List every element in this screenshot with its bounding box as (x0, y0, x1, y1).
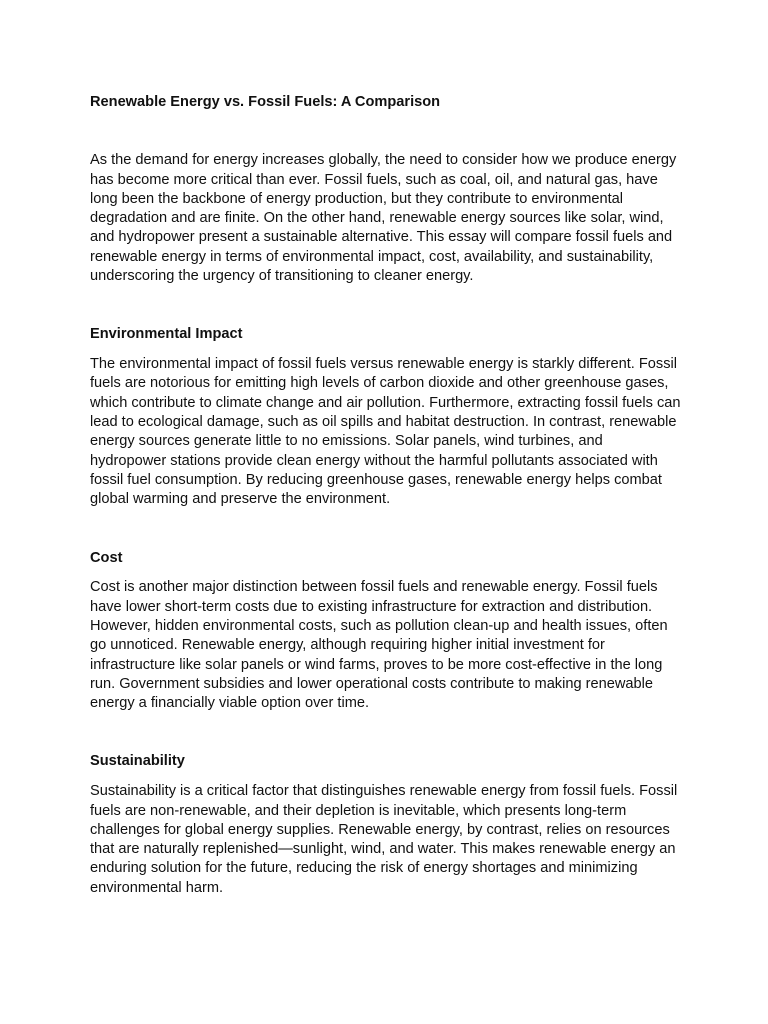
section-body: Cost is another major distinction between fossil fuels and renewable energy. Fossil fuels have lower short-term costs due to existing infrastructure for extraction and distribution. However, hidden environmental costs, such as pollution clean-up and health issues, often go unnoticed. Renewable energy, although requiring higher initial investment for infrastructure like solar panels or wind farms, proves to be more cost-effective in the long run. Government subsidies and lower operational costs contribute to making renewable energy a financially viable option over time. (90, 579, 668, 712)
section-heading: Cost (90, 549, 123, 566)
section-heading: Sustainability (90, 753, 185, 770)
section-body: Sustainability is a critical factor that distinguishes renewable energy from fossil fuels. Fossil fuels are non-renewable, and their depletion is inevitable, which presents long-term challenges for global energy supplies. Renewable energy, by contrast, relies on resources that are naturally replenished—sunlight, wind, and water. This makes renewable energy an enduring solution for the future, reducing the risk of energy shortages and minimizing environmental harm. (90, 783, 678, 896)
section-environmental-impact (90, 325, 682, 509)
section-sustainability (90, 752, 682, 898)
document-title: Renewable Energy vs. Fossil Fuels: A Comparison (90, 94, 441, 110)
section-cost (90, 549, 682, 714)
section-heading: Environmental Impact (90, 326, 243, 343)
section-body: The environmental impact of fossil fuels versus renewable energy is starkly different. Fossil fuels are notorious for emitting high levels of carbon dioxide and other greenhouse gases, which contribute to climate change and air pollution. Furthermore, extracting fossil fuels can lead to ecological damage, such as oil spills and habitat destruction. In contrast, renewable energy sources generate little to no emissions. Solar panels, wind turbines, and hydropower stations provide clean energy without the harmful pollutants associated with fossil fuel consumption. By reducing greenhouse gases, renewable energy helps combat global warming and preserve the environment. (90, 356, 681, 508)
document-page (90, 93, 682, 898)
intro-paragraph: As the demand for energy increases globally, the need to consider how we produce energy has become more critical than ever. Fossil fuels, such as coal, oil, and natural gas, have long been the backbone of energy production, but they contribute to environmental degradation and are finite. On the other hand, renewable energy sources like solar, wind, and hydropower present a sustainable alternative. This essay will compare fossil fuels and renewable energy in terms of environmental impact, cost, availability, and sustainability, underscoring the urgency of transitioning to cleaner energy. (90, 152, 677, 285)
